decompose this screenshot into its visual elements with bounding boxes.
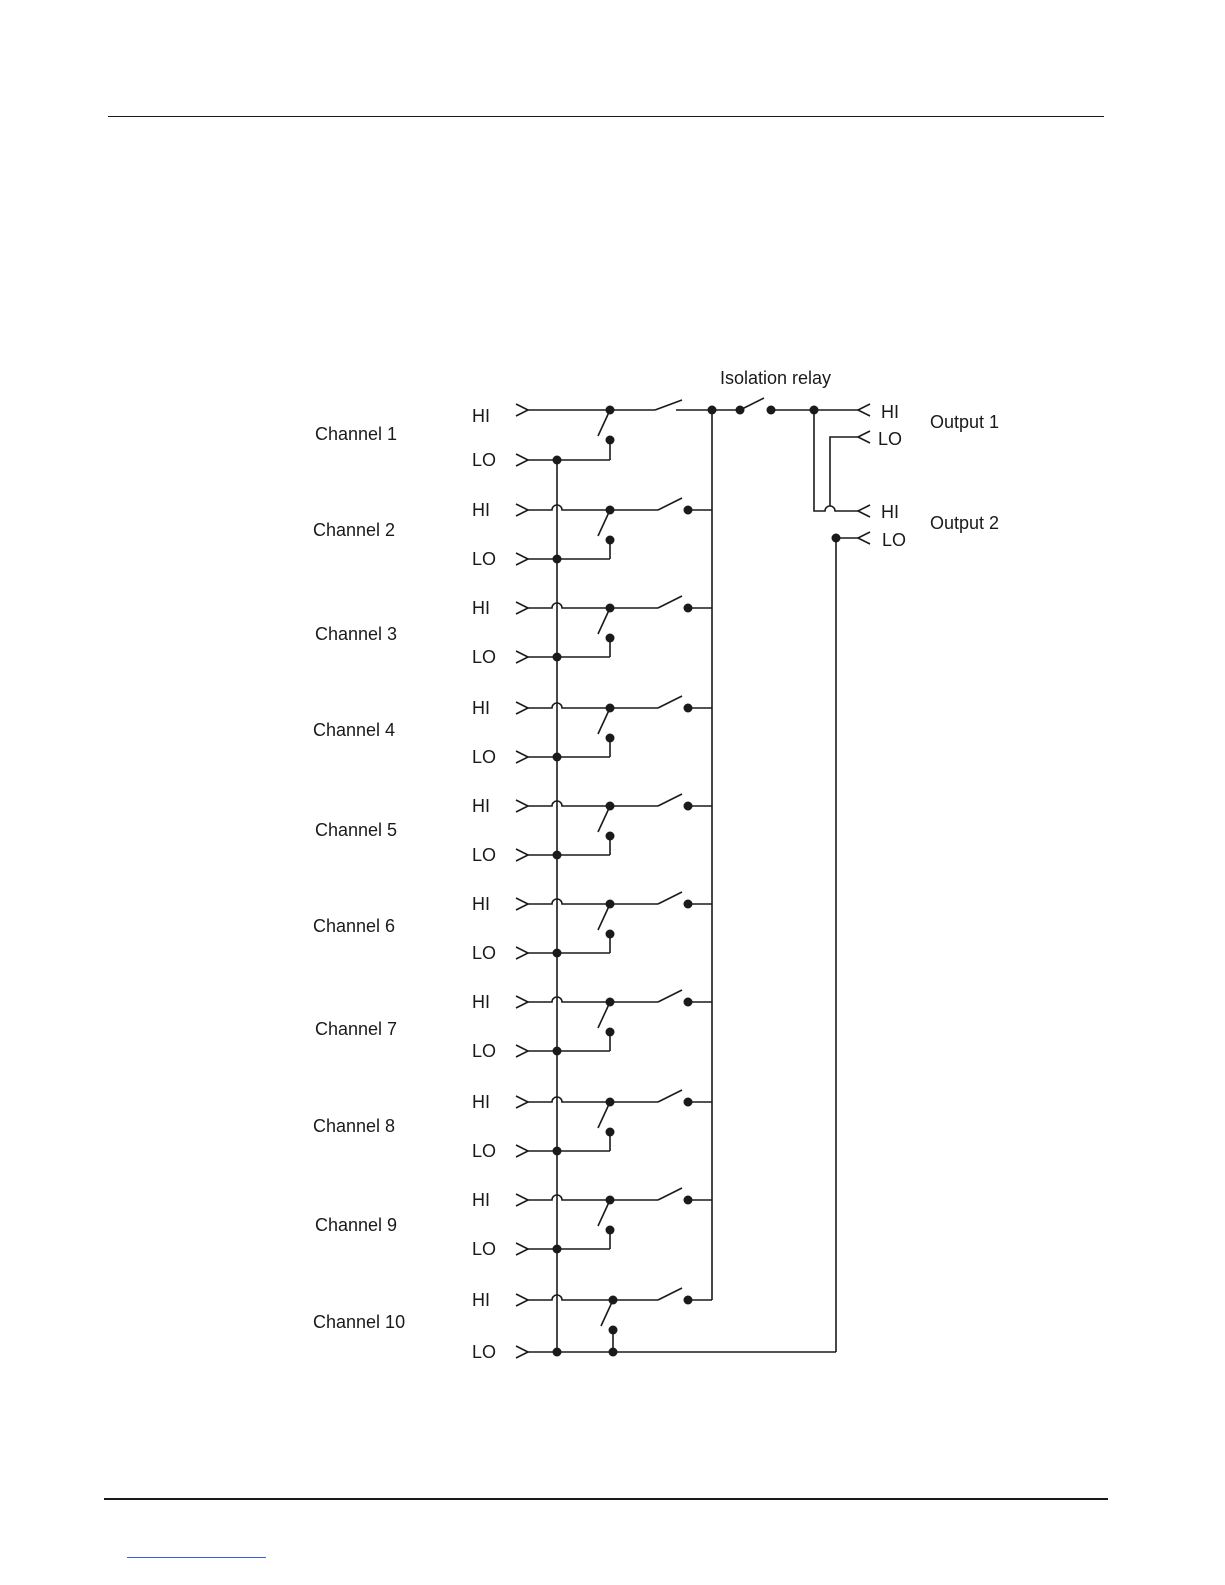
lo-terminal-label: LO — [472, 845, 497, 865]
output-1-hi-icon — [858, 404, 870, 416]
channel-relay-blade — [658, 696, 682, 708]
channel-label: Channel 3 — [315, 624, 398, 644]
channel-label: Channel 10 — [313, 1312, 406, 1332]
lo-shunt-node — [609, 1348, 618, 1357]
output-1-lo-icon — [858, 431, 870, 443]
lo-terminal-icon — [516, 454, 528, 466]
isolation-relay-label: Isolation relay — [720, 368, 832, 388]
hi-terminal-label: HI — [472, 1092, 490, 1112]
channel-relay-blade — [658, 596, 682, 608]
hi-wire — [528, 1195, 610, 1200]
lo-terminal-label: LO — [472, 1342, 497, 1362]
hi-wire — [528, 505, 610, 510]
channel-relay-blade — [658, 794, 682, 806]
isolation-relay-blade — [740, 398, 764, 410]
hi-terminal-label: HI — [472, 698, 490, 718]
shunt-switch-blade — [598, 1200, 610, 1226]
output-2-lo-node — [832, 534, 841, 543]
lo-bus-node — [553, 1245, 562, 1254]
channel-3-row — [315, 596, 712, 667]
channel-4-row — [313, 696, 712, 767]
hi-wire — [528, 997, 610, 1002]
channel-relay-blade — [658, 498, 682, 510]
channel-label: Channel 7 — [315, 1019, 398, 1039]
lo-bus-node — [553, 1047, 562, 1056]
hi-wire — [528, 703, 610, 708]
lo-terminal-label: LO — [472, 450, 497, 470]
hi-terminal-icon — [516, 800, 528, 812]
hi-wire — [528, 801, 610, 806]
hi-terminal-label: HI — [472, 500, 490, 520]
shunt-switch-blade — [601, 1300, 613, 1326]
shunt-switch-blade — [598, 708, 610, 734]
hi-terminal-label: HI — [472, 796, 490, 816]
output-2-hi-icon — [858, 505, 870, 517]
lo-terminal-label: LO — [472, 549, 497, 569]
output-2-label: Output 2 — [930, 513, 1000, 533]
output-1-lo-label: LO — [878, 429, 903, 449]
output-terminals — [814, 402, 999, 550]
channel-5-row — [315, 794, 712, 865]
shunt-switch-blade — [598, 806, 610, 832]
hi-terminal-icon — [516, 702, 528, 714]
output-1-hi-label: HI — [881, 402, 899, 422]
hi-terminal-icon — [516, 404, 528, 416]
lo-bus-node — [553, 1147, 562, 1156]
channel-rows — [313, 400, 712, 1362]
lo-terminal-icon — [516, 651, 528, 663]
lo-terminal-icon — [516, 1145, 528, 1157]
channel-1-row — [315, 400, 712, 470]
hi-wire — [528, 1097, 610, 1102]
channel-6-row — [313, 892, 712, 963]
channel-label: Channel 1 — [315, 424, 398, 444]
lo-terminal-icon — [516, 1045, 528, 1057]
lo-terminal-icon — [516, 849, 528, 861]
channel-10-row — [313, 1288, 712, 1362]
footer-link-underline[interactable] — [127, 1557, 266, 1558]
hi-terminal-icon — [516, 996, 528, 1008]
lo-terminal-icon — [516, 553, 528, 565]
output-2-lo-icon — [858, 532, 870, 544]
hi-wire — [528, 1295, 613, 1300]
channel-label: Channel 9 — [315, 1215, 398, 1235]
output-1-terminals — [830, 402, 999, 505]
shunt-switch-blade — [598, 1102, 610, 1128]
lo-bus-node — [553, 555, 562, 564]
lo-terminal-icon — [516, 1346, 528, 1358]
hi-terminal-label: HI — [472, 406, 490, 426]
shunt-switch-blade — [598, 1002, 610, 1028]
channel-8-row — [313, 1090, 712, 1161]
lo-terminal-icon — [516, 1243, 528, 1255]
bus-wiring — [557, 398, 858, 1352]
channel-label: Channel 8 — [313, 1116, 396, 1136]
channel-label: Channel 4 — [313, 720, 396, 740]
channel-relay-blade — [658, 1288, 682, 1300]
shunt-switch-blade — [598, 410, 610, 436]
lo-bus-node — [553, 753, 562, 762]
output-1-label: Output 1 — [930, 412, 1000, 432]
channel-label: Channel 5 — [315, 820, 398, 840]
shunt-switch-blade — [598, 510, 610, 536]
channel-7-row — [315, 990, 712, 1061]
channel-label: Channel 6 — [313, 916, 396, 936]
lo-bus-node — [553, 851, 562, 860]
lo-terminal-icon — [516, 947, 528, 959]
hi-terminal-icon — [516, 1194, 528, 1206]
hi-terminal-label: HI — [472, 1290, 490, 1310]
footer-rule — [104, 1498, 1108, 1500]
hi-wire — [528, 603, 610, 608]
channel-9-row — [315, 1188, 712, 1259]
hi-terminal-label: HI — [472, 1190, 490, 1210]
lo-terminal-icon — [516, 751, 528, 763]
lo-terminal-label: LO — [472, 747, 497, 767]
output-2-hi-wire — [814, 410, 858, 511]
channel-relay-blade — [658, 892, 682, 904]
shunt-switch-blade — [598, 904, 610, 930]
lo-bus-node — [553, 949, 562, 958]
lo-terminal-label: LO — [472, 1239, 497, 1259]
channel-relay-blade — [658, 990, 682, 1002]
hi-terminal-icon — [516, 1294, 528, 1306]
hi-terminal-icon — [516, 602, 528, 614]
lo-bus-node — [553, 1348, 562, 1357]
shunt-switch-blade — [598, 608, 610, 634]
hi-terminal-icon — [516, 504, 528, 516]
lo-terminal-label: LO — [472, 1141, 497, 1161]
channel-relay-blade — [655, 400, 682, 410]
channel-label: Channel 2 — [313, 520, 396, 540]
hi-terminal-icon — [516, 1096, 528, 1108]
output-1-lo-wire — [830, 437, 858, 505]
lo-bus-node — [553, 653, 562, 662]
lo-terminal-label: LO — [472, 943, 497, 963]
channel-relay-blade — [658, 1188, 682, 1200]
hi-terminal-label: HI — [472, 992, 490, 1012]
output-2-hi-label: HI — [881, 502, 899, 522]
lo-terminal-label: LO — [472, 647, 497, 667]
channel-relay-blade — [658, 1090, 682, 1102]
hi-terminal-icon — [516, 898, 528, 910]
hi-terminal-label: HI — [472, 894, 490, 914]
lo-bus-node — [553, 456, 562, 465]
hi-terminal-label: HI — [472, 598, 490, 618]
output-2-lo-label: LO — [882, 530, 907, 550]
channel-2-row — [313, 498, 712, 569]
lo-terminal-label: LO — [472, 1041, 497, 1061]
hi-wire — [528, 899, 610, 904]
